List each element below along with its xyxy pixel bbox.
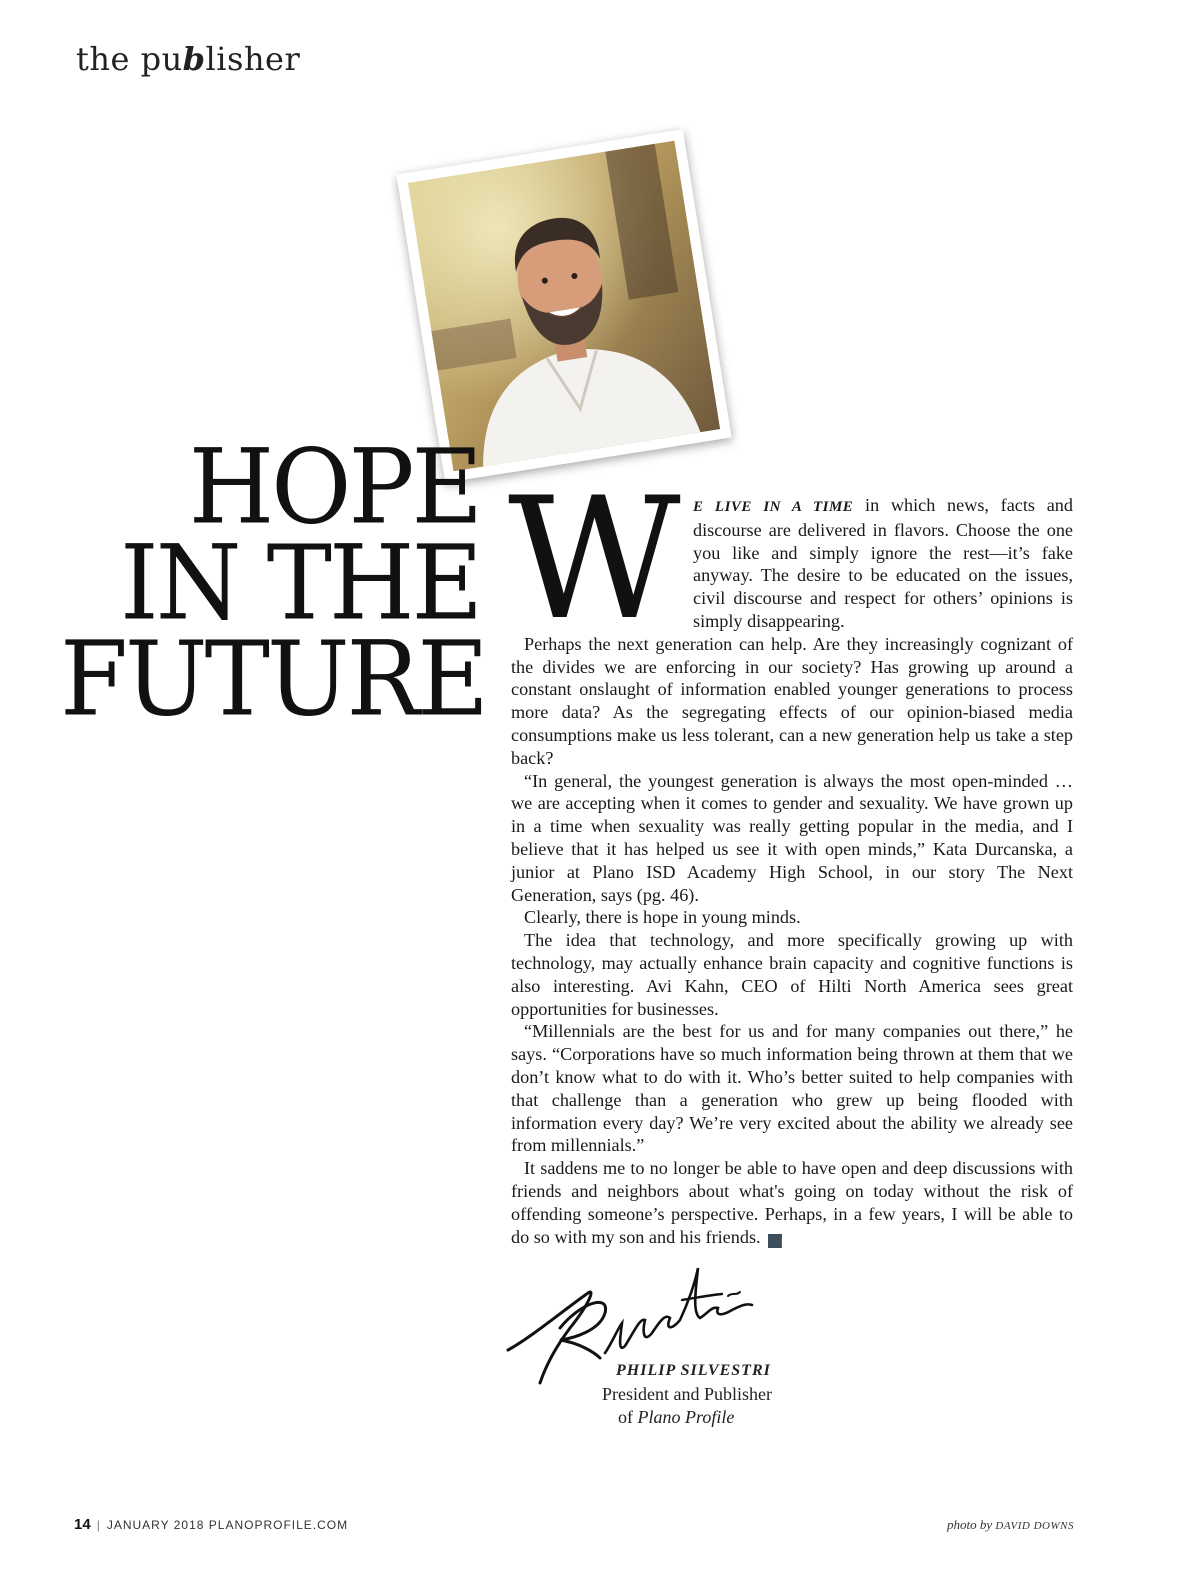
article-body (511, 494, 1073, 1248)
article-last-paragraph (511, 1157, 1073, 1248)
article-paragraph: The idea that technology, and more specifically growing up with technology, may actually enhance brain capacity and cognitive functions is also interesting. Avi Kahn, CEO of Hilti North America sees great opportunities for businesses. (511, 930, 1073, 1019)
publisher-of-prefix: of (618, 1407, 638, 1427)
article-paragraph: “In general, the youngest generation is always the most open-minded … we are accepting when it comes to gender and sexuality. We have grown up in a time when sexuality was really getting popular in the media, and I believe that it has helped us see it with open minds,” Kata Durcanska, a junior at Plano ISD Academy High School, in our story The Next Generation, says (pg. 46). (511, 770, 1073, 905)
photo-credit-prefix: photo by (947, 1517, 993, 1532)
headline-line-2: IN THE (120, 524, 480, 644)
issue-date: JANUARY 2018 (106, 1518, 205, 1532)
drop-cap: W (508, 461, 675, 657)
photographer-name: DAVID DOWNS (995, 1520, 1074, 1532)
page-number: 14 (74, 1516, 91, 1533)
article-paragraph: “Millennials are the best for us and for many companies out there,” he says. “Corporations have so much information being thrown at them that we don’t know what to do with it. Who’s better suited to help companies with that challenge than a generation who grew up being flooded with information every day? We’re very excited about the ability we already see from millennials.” (511, 1021, 1073, 1156)
end-mark-icon: p (768, 1234, 782, 1248)
publication-name: Plano Profile (637, 1407, 735, 1427)
headline-line-1: HOPE (188, 428, 480, 548)
publisher-title: President and Publisher (602, 1384, 772, 1404)
photo-credit (947, 1517, 1074, 1533)
article-paragraph: Perhaps the next generation can help. Are they increasingly cognizant of the divides we are enforcing in our society? Has growing up around a constant onslaught of information enabled younger generations to process more data? As the segregating effects of our opinion-biased media consumptions make us less tolerant, can a new generation help us take a step back? (511, 633, 1073, 768)
first-paragraph-text: in which news, facts and discourse are delivered in flavors. Choose the one you like and simply ignore the rest—it’s fake anyway. The desire to be educated on the issues, civil discourse and respect for others’ opinions is simply disappearing. (693, 495, 1073, 631)
portrait-image (408, 141, 720, 472)
publisher-of (618, 1407, 734, 1428)
section-label-prefix: the pu (76, 40, 183, 78)
footer-separator: | (96, 1518, 101, 1532)
section-label (76, 40, 300, 78)
headline-line-3: FUTURE (60, 620, 486, 740)
section-label-suffix: lisher (205, 40, 301, 78)
section-label-italic: b (182, 40, 206, 78)
headline (60, 428, 486, 740)
article-paragraph: Clearly, there is hope in young minds. (524, 907, 801, 928)
last-paragraph-text: It saddens me to no longer be able to have open and deep discussions with friends and neighbors about what's going on today without the risk of offending someone’s perspective. Perhaps, in a few years, I will be able to do so with my son and his friends. (511, 1158, 1073, 1247)
website: PLANOPROFILE.COM (208, 1518, 349, 1532)
lead-in: E LIVE IN A TIME (693, 499, 854, 515)
page-footer (74, 1516, 348, 1533)
article-first-paragraph (693, 494, 1073, 633)
publisher-name: PHILIP SILVESTRI (616, 1362, 771, 1379)
